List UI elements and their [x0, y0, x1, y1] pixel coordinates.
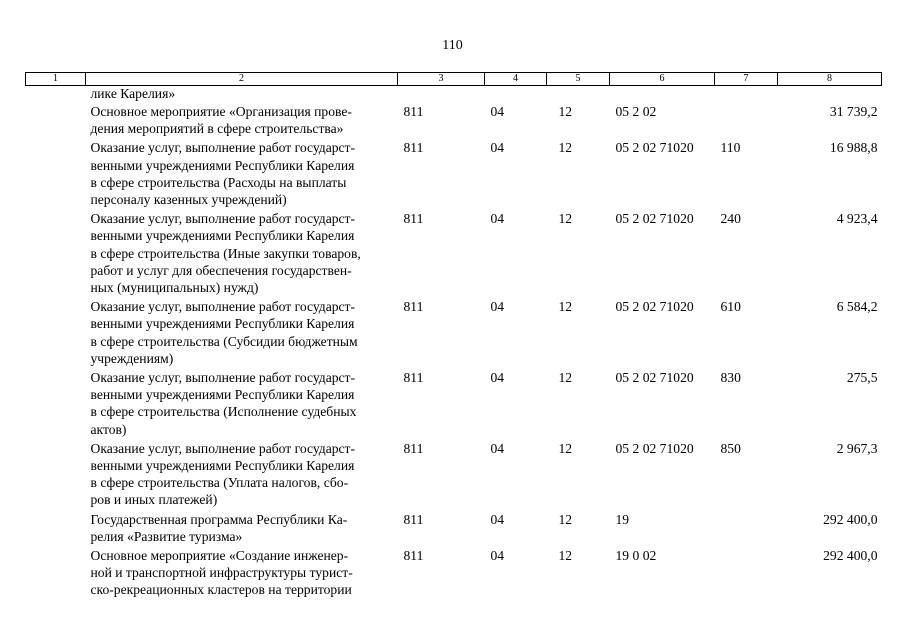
subsection-code: 12 — [558, 211, 573, 227]
expense-type-code — [715, 509, 778, 545]
target-article-code: 05 2 02 71020 — [615, 370, 694, 386]
row-description — [86, 137, 398, 208]
ministry-code: 811 — [403, 548, 424, 564]
expense-type-code — [715, 545, 778, 599]
expense-type-code — [715, 101, 778, 137]
table-row — [26, 137, 882, 208]
description-line: работ и услуг для обеспечения государствен- — [90, 262, 352, 278]
description-line: Оказание услуг, выполнение работ государст- — [90, 211, 356, 227]
description-line: учреждениям) — [90, 350, 174, 366]
expense-type-code: 110 — [720, 140, 741, 156]
ministry-code: 811 — [403, 140, 424, 156]
row-description — [86, 545, 398, 599]
description-line: в сфере строительства (Субсидии бюджетным — [90, 333, 358, 349]
subsection-code: 12 — [558, 104, 573, 119]
header-col-5: 5 — [547, 73, 610, 86]
table-row — [26, 545, 882, 599]
description-line: венными учреждениями Республики Карелия — [90, 228, 355, 244]
row-description — [86, 208, 398, 296]
ministry-code: 811 — [403, 299, 424, 315]
target-article-code: 19 0 02 — [615, 548, 657, 564]
description-line: в сфере строительства (Уплата налогов, сбо- — [90, 475, 349, 491]
description-line: дения мероприятий в сфере строительства» — [90, 121, 344, 137]
description-line: Оказание услуг, выполнение работ государст- — [90, 140, 356, 156]
header-col-2: 2 — [86, 73, 398, 86]
header-col-6: 6 — [610, 73, 715, 86]
page-number: 110 — [442, 38, 463, 53]
row-description — [86, 101, 398, 137]
table-row — [26, 367, 882, 438]
table-row — [26, 208, 882, 296]
subsection-code: 12 — [558, 370, 573, 386]
amount: 275,5 — [846, 370, 878, 386]
target-article-code: 05 2 02 — [615, 104, 657, 119]
section-code: 04 — [490, 211, 505, 227]
description-line: Оказание услуг, выполнение работ государст- — [90, 440, 356, 456]
table-row — [26, 438, 882, 509]
description-line: венными учреждениями Республики Карелия — [90, 387, 355, 403]
amount: 2 967,3 — [836, 440, 878, 456]
section-code: 04 — [490, 370, 505, 386]
continuation-text: лике Карелия» — [90, 86, 176, 101]
description-line: в сфере строительства (Исполнение судебных — [90, 404, 357, 420]
ministry-code: 811 — [403, 104, 424, 119]
header-col-8: 8 — [778, 73, 882, 86]
ministry-code: 811 — [403, 440, 424, 456]
ministry-code: 811 — [403, 511, 424, 527]
target-article-code: 05 2 02 71020 — [615, 440, 694, 456]
continuation-row — [26, 86, 882, 102]
description-line: в сфере строительства (Расходы на выплаты — [90, 174, 347, 190]
description-line: Основное мероприятие «Организация прове- — [90, 104, 352, 119]
description-line: ров и иных платежей) — [90, 492, 218, 508]
target-article-code: 19 — [615, 511, 630, 527]
table-header-row — [26, 73, 882, 86]
row-description — [86, 509, 398, 545]
description-line: Оказание услуг, выполнение работ государст- — [90, 370, 356, 386]
description-line: венными учреждениями Республики Карелия — [90, 157, 355, 173]
header-col-4: 4 — [485, 73, 547, 86]
description-line: ных (муниципальных) нужд) — [90, 280, 259, 296]
description-line: Основное мероприятие «Создание инженер- — [90, 548, 349, 564]
amount: 16 988,8 — [829, 140, 878, 156]
subsection-code: 12 — [558, 548, 573, 564]
description-line: актов) — [90, 421, 127, 437]
expense-type-code: 850 — [720, 440, 741, 456]
section-code: 04 — [490, 104, 505, 119]
description-line: ной и транспортной инфраструктуры турист- — [90, 565, 353, 581]
row-description — [86, 367, 398, 438]
header-col-7: 7 — [715, 73, 778, 86]
description-line: Оказание услуг, выполнение работ государст- — [90, 299, 356, 315]
row-description — [86, 296, 398, 367]
row-description — [86, 438, 398, 509]
amount: 292 400,0 — [823, 548, 878, 564]
section-code: 04 — [490, 548, 505, 564]
header-col-3: 3 — [398, 73, 485, 86]
amount: 292 400,0 — [823, 511, 878, 527]
description-line: ско-рекреационных кластеров на территории — [90, 582, 352, 598]
ministry-code: 811 — [403, 211, 424, 227]
target-article-code: 05 2 02 71020 — [615, 211, 694, 227]
table-row — [26, 296, 882, 367]
ministry-code: 811 — [403, 370, 424, 386]
header-col-1: 1 — [26, 73, 86, 86]
target-article-code: 05 2 02 71020 — [615, 140, 694, 156]
table-row — [26, 509, 882, 545]
subsection-code: 12 — [558, 440, 573, 456]
expense-type-code: 610 — [720, 299, 741, 315]
description-line: Государственная программа Республики Ка- — [90, 511, 348, 527]
description-line: венными учреждениями Республики Карелия — [90, 458, 355, 474]
section-code: 04 — [490, 140, 505, 156]
subsection-code: 12 — [558, 140, 573, 156]
table-row — [26, 101, 882, 137]
amount: 31 739,2 — [829, 104, 878, 119]
amount: 4 923,4 — [836, 211, 878, 227]
description-line: релия «Развитие туризма» — [90, 528, 243, 544]
description-line: венными учреждениями Республики Карелия — [90, 316, 355, 332]
section-code: 04 — [490, 511, 505, 527]
budget-table — [25, 72, 882, 599]
expense-type-code: 240 — [720, 211, 741, 227]
section-code: 04 — [490, 440, 505, 456]
amount: 6 584,2 — [836, 299, 878, 315]
subsection-code: 12 — [558, 299, 573, 315]
expense-type-code: 830 — [720, 370, 741, 386]
target-article-code: 05 2 02 71020 — [615, 299, 694, 315]
description-line: в сфере строительства (Иные закупки товаров, — [90, 245, 361, 261]
description-line: персоналу казенных учреждений) — [90, 192, 287, 208]
section-code: 04 — [490, 299, 505, 315]
subsection-code: 12 — [558, 511, 573, 527]
